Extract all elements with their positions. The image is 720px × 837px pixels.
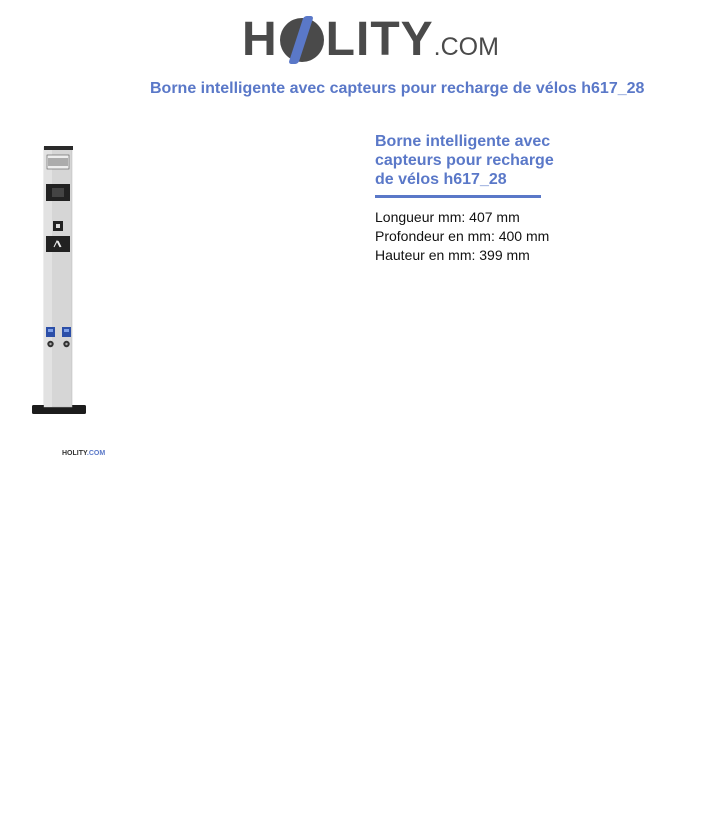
small-logo-text: HOLITY bbox=[62, 450, 87, 457]
spec-depth: Profondeur en mm: 400 mm bbox=[375, 228, 550, 244]
product-title bbox=[375, 132, 575, 189]
small-holity-logo bbox=[62, 450, 105, 457]
product-title-line-1: Borne intelligente avec bbox=[375, 133, 551, 150]
logo-o-mark-icon bbox=[280, 18, 324, 62]
holity-logo[interactable] bbox=[242, 10, 499, 68]
page-title: Borne intelligente avec capteurs pour recharge de vélos h617_28 bbox=[150, 80, 645, 97]
product-info bbox=[375, 132, 575, 265]
logo-suffix: .COM bbox=[433, 33, 499, 61]
spec-height: Hauteur en mm: 399 mm bbox=[375, 247, 530, 263]
small-logo-suffix: .COM bbox=[86, 450, 106, 457]
spec-length: Longueur mm: 407 mm bbox=[375, 209, 520, 225]
product-title-line-2: capteurs pour recharge bbox=[375, 152, 554, 169]
product-title-line-3: de vélos h617_28 bbox=[375, 171, 507, 188]
logo-letters-start: H bbox=[242, 13, 278, 66]
title-underline bbox=[375, 195, 541, 198]
charging-column-image bbox=[28, 143, 92, 418]
logo-letters-end: LITY bbox=[325, 13, 434, 66]
